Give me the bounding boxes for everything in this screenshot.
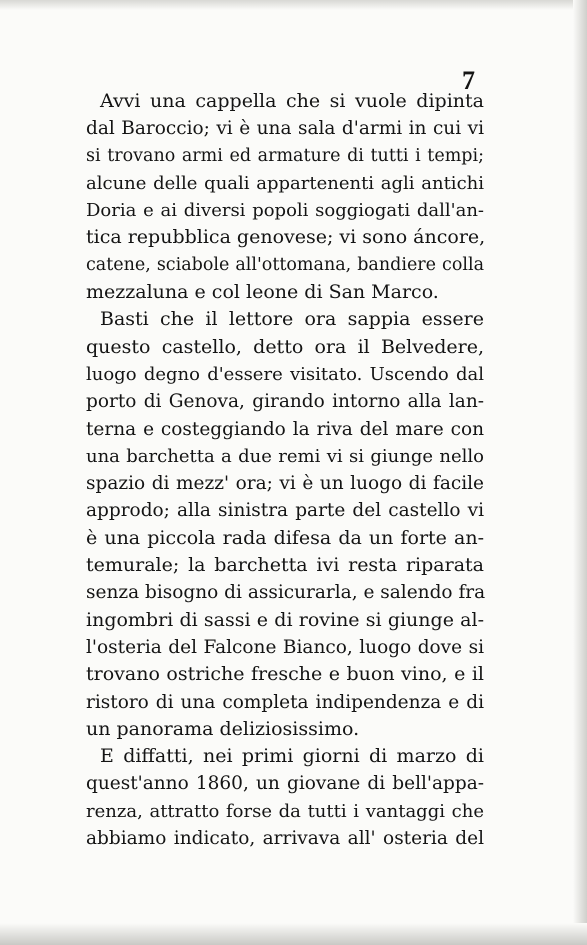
text-line: trovano ostriche fresche e buon vino, e il [86,663,484,686]
text-line: Basti che il lettore ora sappia essere [100,308,484,331]
text-line: luogo degno d'essere visitato. Uscendo dal [86,363,484,385]
page-right-shadow [573,0,587,945]
text-line: un panorama deliziosissimo. [86,717,360,740]
text-line: ingombri di sassi e di rovine si giunge al- [86,608,484,631]
text-line: approdo; alla sinistra parte del castello vi [86,500,484,522]
text-line: abbiamo indicato, arrivava all' osteria del [86,828,484,850]
text-line: porto di Genova, girando intorno alla lan- [86,391,484,413]
text-line: mezzaluna e col leone di San Marco. [86,281,439,304]
text-line: alcune delle quali appartenenti agli antichi [86,172,484,194]
text-line: Doria e ai diversi popoli soggiogati dall'an- [86,200,484,222]
text-line: senza bisogno di assicurarla, e salendo fra [86,582,486,604]
body-text [86,88,484,852]
text-line: l'osteria del Falcone Bianco, luogo dove si [86,636,484,658]
text-line: ristoro di una completa indipendenza e di [86,691,484,713]
text-line: quest'anno 1860, un giovane di bell'appa- [86,773,484,795]
text-line: è una piccola rada difesa da un forte an- [86,526,484,549]
text-line: spazio di mezz' ora; vi è un luogo di facile [86,473,484,495]
text-line: una barchetta a due remi vi si giunge nello [86,445,484,467]
text-line: E diffatti, nei primi giorni di marzo di [100,745,484,768]
text-line: terna e costeggiando la riva del mare con [86,418,484,440]
text-line: Avvi una cappella che si vuole dipinta [100,90,484,112]
text-line: dal Baroccio; vi è una sala d'armi in cui vi [86,118,484,140]
text-line: catene, sciabole all'ottomana, bandiere colla [86,254,484,275]
text-line: renza, attratto forse da tutti i vantaggi che [86,800,484,822]
text-line: tica repubblica genovese; vi sono áncore, [86,226,486,249]
page-top-shadow [0,0,587,10]
page-bottom-shadow [0,923,587,945]
text-line: si trovano armi ed armature di tutti i tempi; [86,145,484,166]
text-line: questo castello, detto ora il Belvedere, [86,335,484,358]
text-line: temurale; la barchetta ivi resta riparata [86,554,484,577]
page-number: 7 [462,66,475,95]
